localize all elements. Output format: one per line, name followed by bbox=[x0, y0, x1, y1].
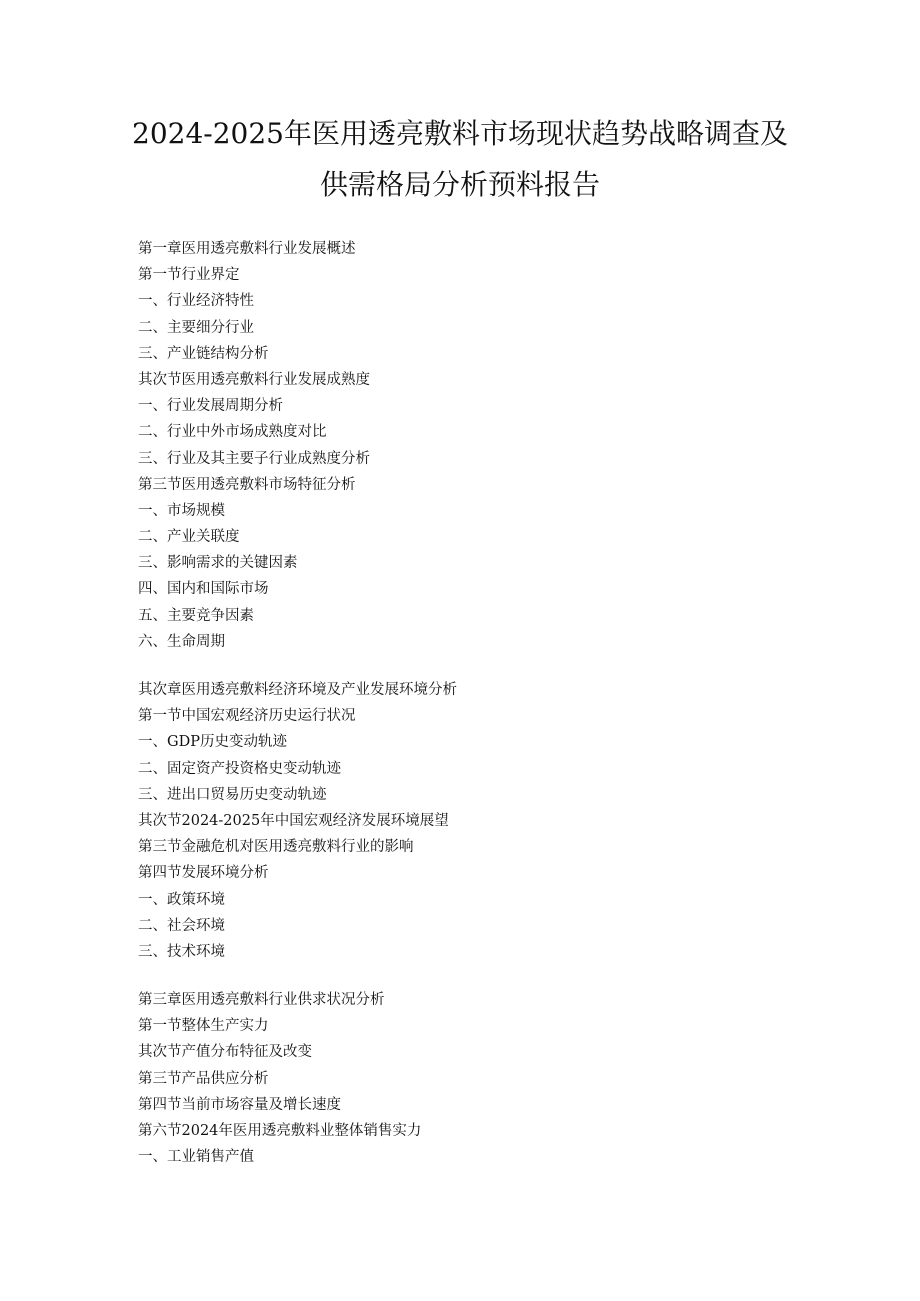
toc-entry: 一、市场规模 bbox=[138, 502, 225, 519]
document-title-line-1: 2024-2025年医用透亮敷料市场现状趋势战略调查及 bbox=[132, 117, 788, 150]
toc-entry: 第三节产品供应分析 bbox=[138, 1070, 269, 1087]
toc-entry: 一、GDP历史变动轨迹 bbox=[138, 734, 287, 751]
document-title-line-2: 供需格局分析预料报告 bbox=[319, 168, 600, 201]
toc-entry: 一、政策环境 bbox=[138, 891, 225, 908]
toc-entry: 第四节发展环境分析 bbox=[138, 865, 269, 882]
toc-entry: 其次节2024-2025年中国宏观经济发展环境展望 bbox=[138, 812, 449, 829]
toc-entry: 第四节当前市场容量及增长速度 bbox=[138, 1096, 341, 1113]
toc-entry: 一、工业销售产值 bbox=[138, 1149, 254, 1166]
toc-chapter-heading: 其次章医用透亮敷料经济环境及产业发展环境分析 bbox=[138, 682, 457, 698]
toc-entry: 五、主要竞争因素 bbox=[138, 607, 254, 624]
toc-entry: 四、国内和国际市场 bbox=[138, 581, 269, 598]
toc-entry: 二、固定资产投资格史变动轨迹 bbox=[138, 760, 341, 777]
toc-entry: 六、生命周期 bbox=[138, 633, 225, 650]
toc-entry: 三、进出口贸易历史变动轨迹 bbox=[138, 786, 327, 803]
toc-entry: 第一节整体生产实力 bbox=[138, 1018, 269, 1035]
toc-entry: 二、行业中外市场成熟度对比 bbox=[138, 424, 327, 441]
toc-entry: 三、技术环境 bbox=[138, 943, 225, 960]
toc-chapter-heading: 第三章医用透亮敷料行业供求状况分析 bbox=[138, 992, 385, 1009]
toc-chapter-heading: 第一章医用透亮敷料行业发展概述 bbox=[138, 241, 356, 257]
toc-entry: 其次节产值分布特征及改变 bbox=[138, 1044, 312, 1061]
toc-entry: 二、主要细分行业 bbox=[138, 319, 254, 336]
toc-entry: 第三节医用透亮敷料市场特征分析 bbox=[138, 476, 356, 493]
toc-entry: 三、行业及其主要子行业成熟度分析 bbox=[138, 450, 370, 467]
toc-entry: 第一节行业界定 bbox=[138, 267, 240, 284]
toc-entry: 一、行业经济特性 bbox=[138, 293, 254, 310]
toc-entry: 二、产业关联度 bbox=[138, 529, 240, 546]
toc-entry: 二、社会环境 bbox=[138, 917, 225, 934]
toc-entry: 第六节2024年医用透亮敷料业整体销售实力 bbox=[138, 1123, 422, 1139]
toc-entry: 三、产业链结构分析 bbox=[138, 345, 269, 362]
toc-entry: 其次节医用透亮敷料行业发展成熟度 bbox=[138, 371, 370, 388]
section-spacer bbox=[138, 965, 838, 987]
section-spacer bbox=[138, 655, 838, 677]
toc-entry: 第一节中国宏观经济历史运行状况 bbox=[138, 708, 356, 725]
table-of-contents bbox=[138, 236, 838, 1170]
toc-entry: 一、行业发展周期分析 bbox=[138, 398, 283, 415]
toc-entry: 三、影响需求的关键因素 bbox=[138, 555, 298, 572]
toc-entry: 第三节金融危机对医用透亮敷料行业的影响 bbox=[138, 839, 414, 856]
